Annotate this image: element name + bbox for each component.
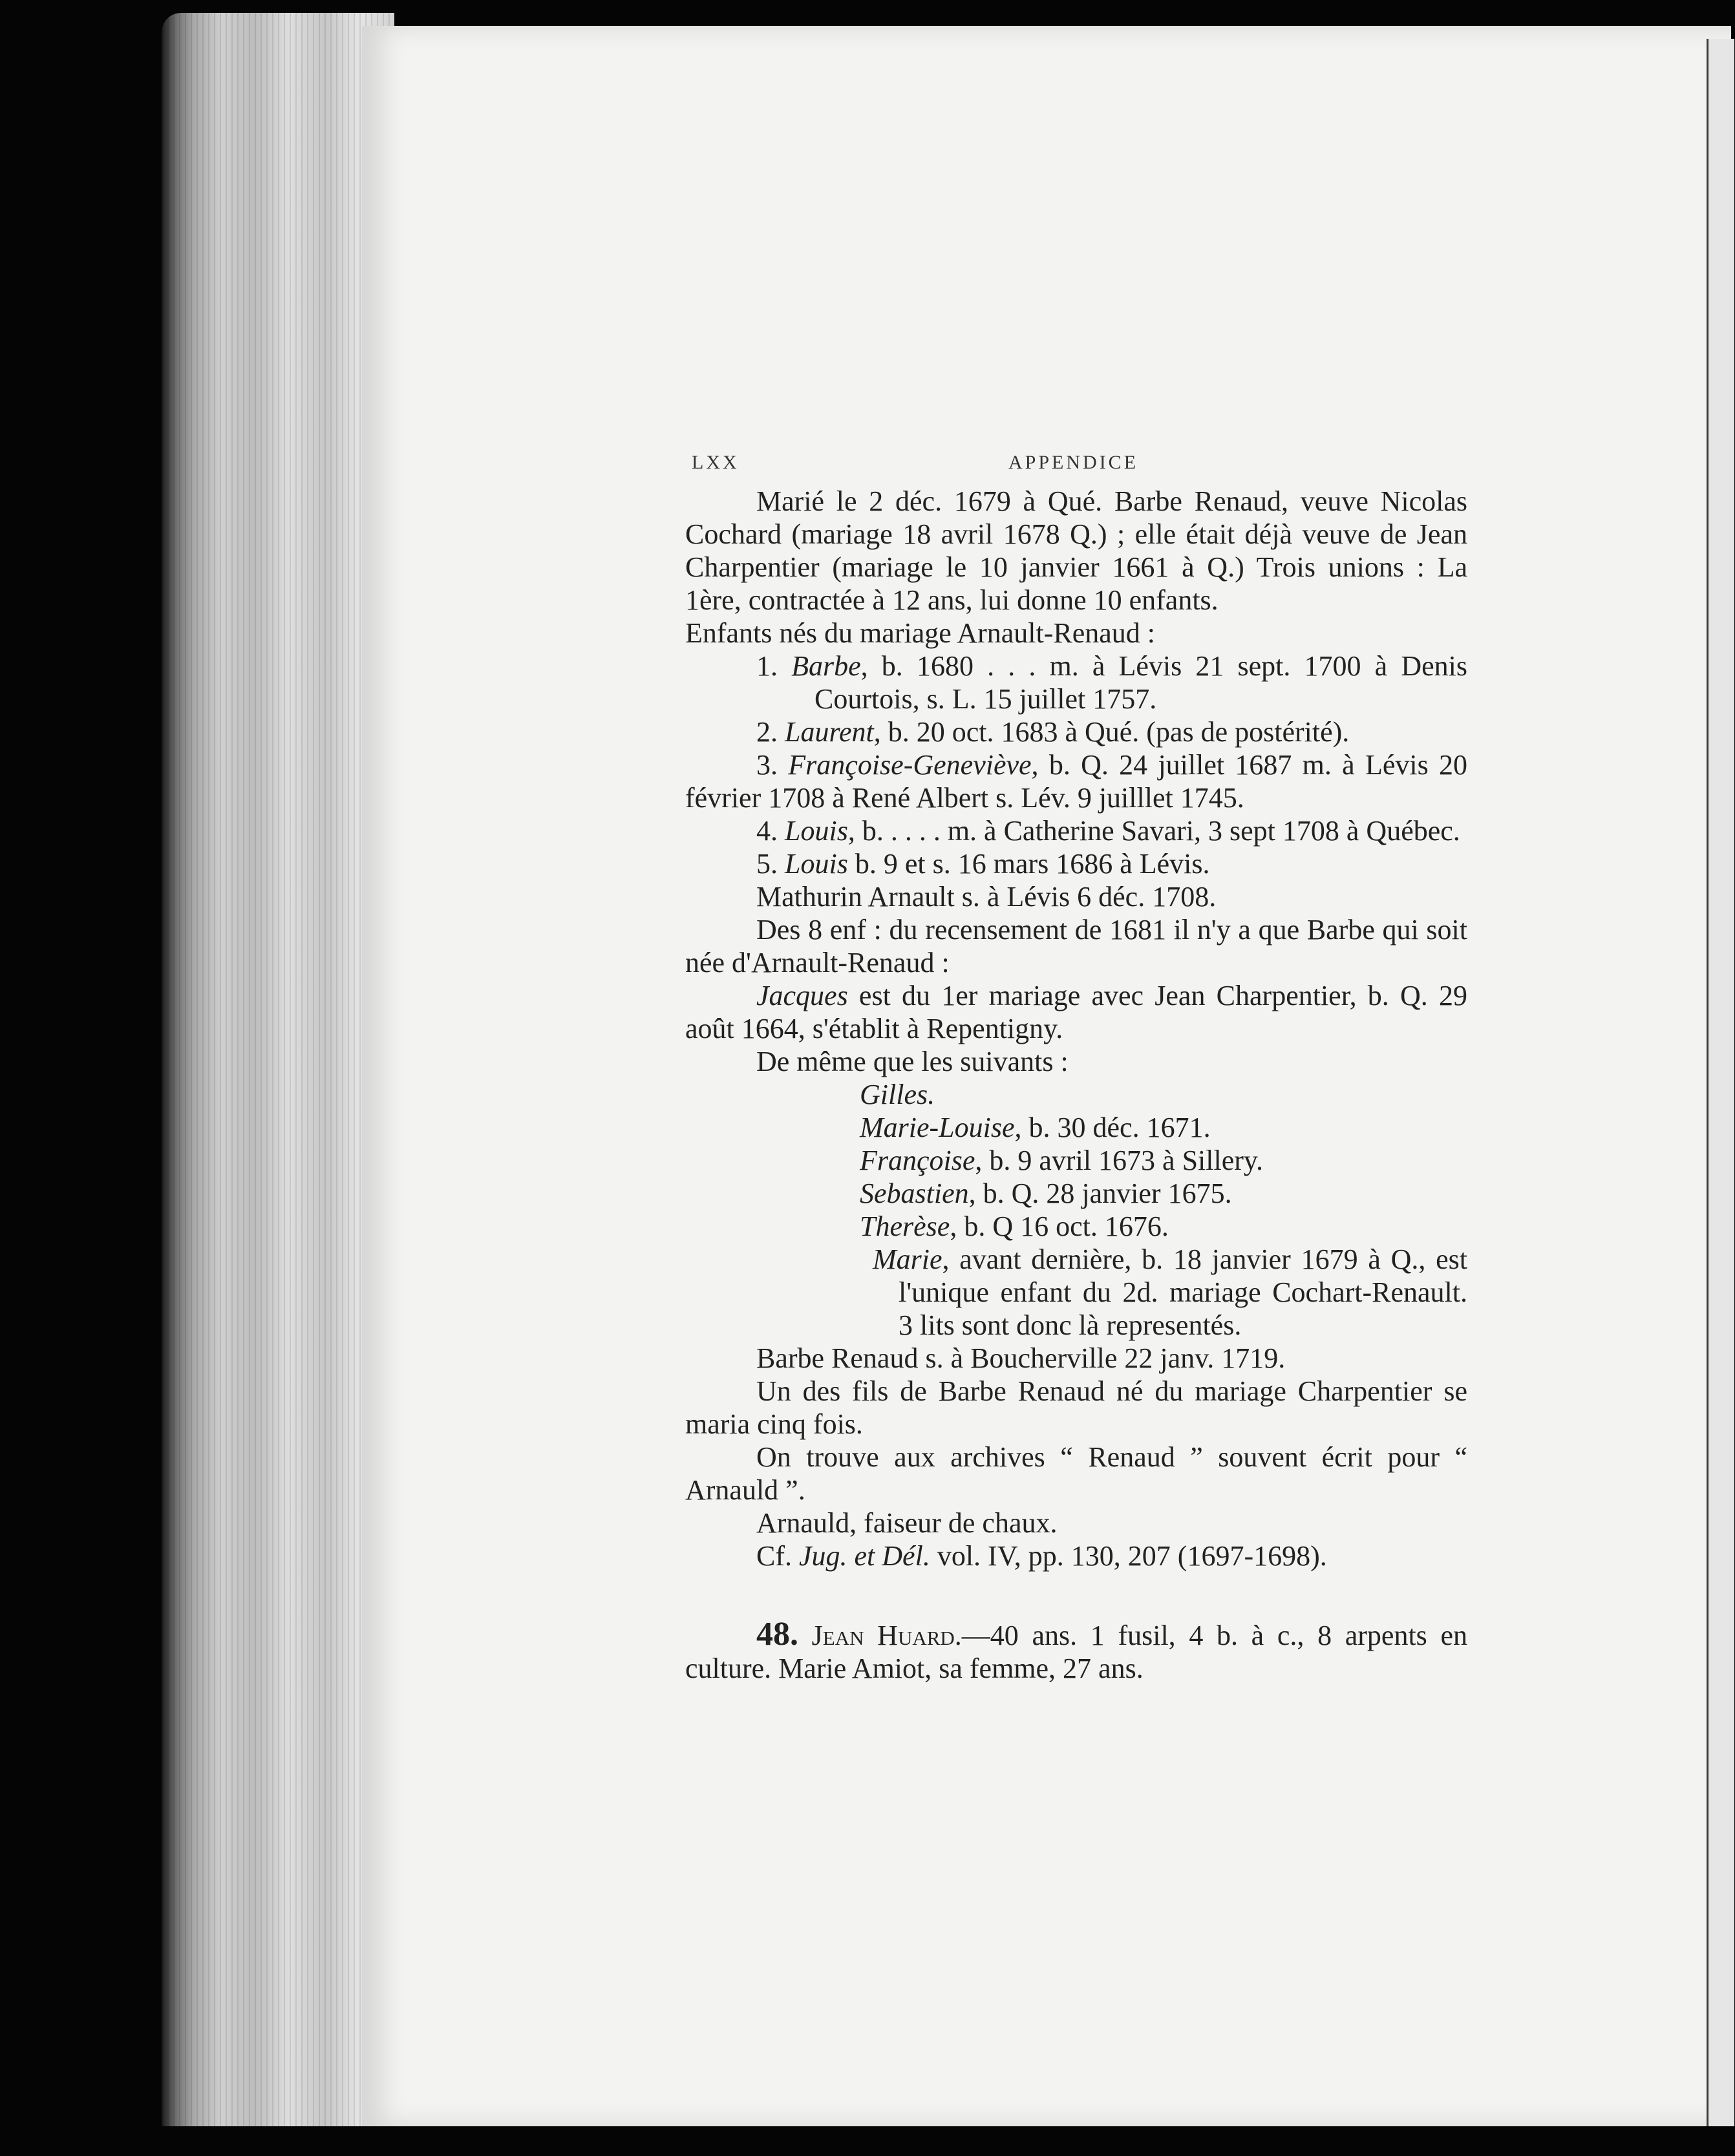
child-name: Laurent bbox=[785, 716, 874, 748]
list-item bbox=[685, 1243, 1467, 1342]
item-text: , b. 20 oct. 1683 à Qué. (pas de postérité). bbox=[873, 716, 1350, 748]
paragraph-son: Un des fils de Barbe Renaud né du mariage Charpentier se maria cinq fois. bbox=[685, 1375, 1467, 1440]
paragraph-reference bbox=[685, 1539, 1467, 1572]
item-number: 3. bbox=[756, 749, 778, 781]
child-name: Barbe bbox=[791, 650, 861, 682]
paragraph-children-heading: Enfants nés du mariage Arnault-Renaud : bbox=[685, 617, 1156, 649]
item-text: , b. Q. 28 janvier 1675. bbox=[968, 1178, 1232, 1209]
item-number: 1. bbox=[756, 650, 778, 682]
paragraph-burial: Mathurin Arnault s. à Lévis 6 déc. 1708. bbox=[756, 881, 1217, 913]
item-text: , b. 9 avril 1673 à Sillery. bbox=[975, 1145, 1264, 1176]
entry-name: Jean Huard. bbox=[811, 1620, 962, 1651]
child-name: Louis bbox=[785, 848, 848, 880]
reference-title: Jug. et Dél. bbox=[799, 1540, 930, 1572]
paragraph-jacques bbox=[685, 979, 1467, 1045]
paragraph-census: Des 8 enf : du recensement de 1681 il n'y a que Barbe qui soit née d'Arnault-Renaud : bbox=[685, 914, 1467, 978]
book-page-edges bbox=[162, 13, 394, 2126]
list-item bbox=[685, 1177, 1467, 1210]
child-name: Louis bbox=[785, 815, 848, 847]
item-text: , b. 30 déc. 1671. bbox=[1014, 1112, 1211, 1143]
item-number: 2. bbox=[756, 716, 778, 748]
child-name: Therèse bbox=[860, 1210, 950, 1242]
item-number: 4. bbox=[756, 815, 778, 847]
paragraph-following: De même que les suivants : bbox=[756, 1046, 1069, 1077]
paragraph-marriage: Marié le 2 déc. 1679 à Qué. Barbe Renaud, veuve Nicolas Cochard (mariage 18 avril 1678 Q.) ; elle était déjà veuve de Jean Charpentier (mariage le 10 janvier 1661 à Q.) Trois unions : La 1ère, contractée à 12 ans, lui donne 10 enfants. bbox=[685, 485, 1467, 616]
paragraph-barbe-burial: Barbe Renaud s. à Boucherville 22 janv. 1719. bbox=[756, 1342, 1286, 1374]
list-item bbox=[685, 748, 1467, 814]
child-name: Françoise-Geneviève bbox=[788, 749, 1032, 781]
page-content bbox=[685, 446, 1467, 1685]
reference-detail: vol. IV, pp. 130, 207 (1697-1698). bbox=[930, 1540, 1327, 1572]
running-head bbox=[685, 446, 1467, 485]
section-gap bbox=[685, 1572, 1467, 1618]
reference-prefix: Cf. bbox=[756, 1540, 799, 1572]
child-name: Jacques bbox=[756, 980, 848, 1011]
item-text: , b. 1680 . . . m. à Lévis 21 sept. 1700 à Denis Courtois, s. L. 15 juillet 1757. bbox=[814, 650, 1467, 715]
list-item bbox=[685, 814, 1467, 847]
child-name: Marie bbox=[873, 1243, 942, 1275]
item-text: , avant dernière, b. 18 janvier 1679 à Q., est l'unique enfant du 2d. mariage Cochart-Renault. 3 lits sont donc là representés. bbox=[899, 1243, 1467, 1341]
child-name: Marie-Louise bbox=[860, 1112, 1015, 1143]
list-item bbox=[685, 847, 1467, 880]
list-item bbox=[685, 650, 1467, 715]
entry-48 bbox=[685, 1618, 1467, 1685]
item-text: b. 9 et s. 16 mars 1686 à Lévis. bbox=[847, 848, 1210, 880]
child-name: Françoise bbox=[860, 1145, 975, 1176]
item-text: , b. Q 16 oct. 1676. bbox=[950, 1210, 1169, 1242]
running-head-title: APPENDICE bbox=[1008, 452, 1139, 473]
paragraph-occupation: Arnauld, faiseur de chaux. bbox=[756, 1507, 1058, 1539]
list-item bbox=[685, 1210, 1467, 1243]
item-text: , b. . . . . m. à Catherine Savari, 3 sept 1708 à Québec. bbox=[847, 815, 1460, 847]
page-right-edge bbox=[1707, 39, 1734, 2126]
item-number: 5. bbox=[756, 848, 778, 880]
item-text: , b. Q. 24 juillet 1687 m. à Lévis 20 février 1708 à René Albert s. Lév. 9 juilllet 1745. bbox=[685, 749, 1468, 814]
entry-text: —40 ans. 1 fusil, 4 b. à c., 8 arpents en culture. Marie Amiot, sa femme, 27 ans. bbox=[685, 1620, 1467, 1684]
paragraph-archives: On trouve aux archives “ Renaud ” souvent écrit pour “ Arnauld ”. bbox=[685, 1441, 1467, 1506]
list-item bbox=[685, 1078, 1467, 1111]
list-item bbox=[685, 1144, 1467, 1177]
page-folio: LXX bbox=[692, 452, 740, 473]
child-name: Sebastien bbox=[860, 1178, 969, 1209]
child-name: Gilles. bbox=[860, 1079, 935, 1110]
list-item bbox=[685, 1111, 1467, 1144]
item-text: est du 1er mariage avec Jean Charpentier, b. Q. 29 août 1664, s'établit à Repentigny. bbox=[685, 980, 1467, 1044]
entry-number: 48. bbox=[756, 1616, 798, 1653]
list-item bbox=[685, 715, 1467, 748]
